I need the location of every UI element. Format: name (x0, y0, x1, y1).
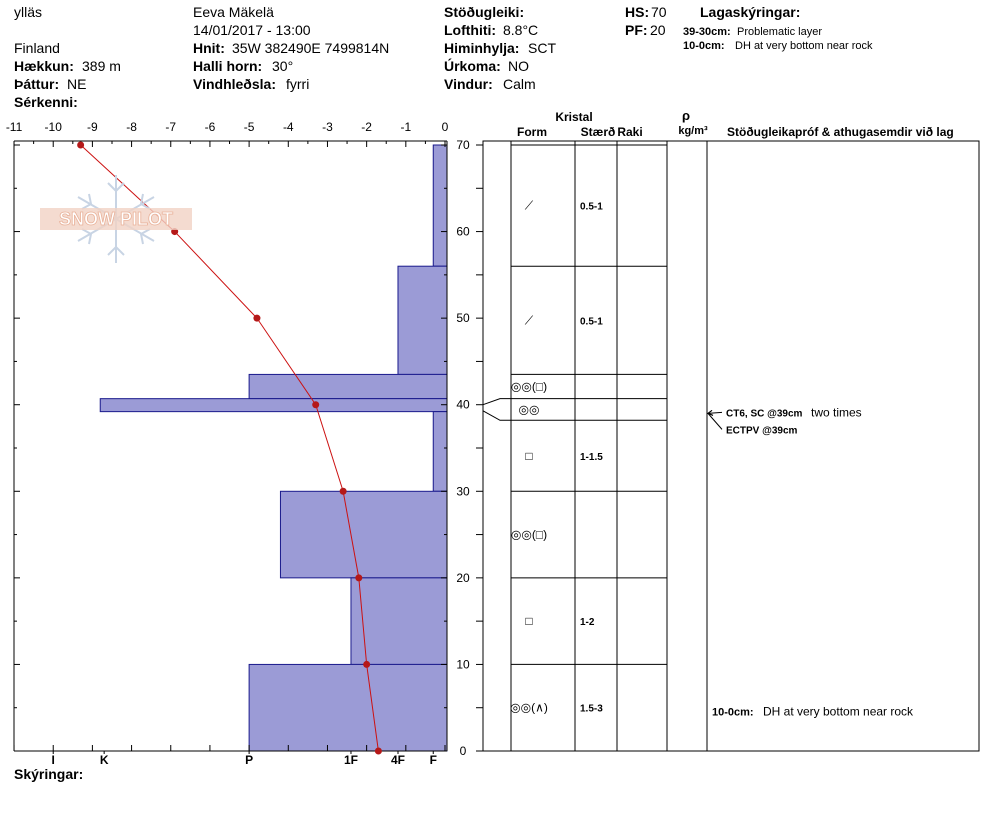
grain-size: 1-1.5 (580, 451, 603, 463)
height-tick-label: 60 (456, 224, 470, 239)
height-tick-label: 70 (456, 138, 470, 152)
aspect-label: Þáttur: (14, 76, 60, 92)
grain-size: 0.5-1 (580, 316, 603, 328)
grain-size: 0.5-1 (580, 201, 603, 213)
height-tick-label: 40 (456, 397, 470, 412)
temperature-point (253, 315, 260, 322)
layer-table-frame (483, 141, 979, 751)
grain-form: ⟋ (524, 313, 534, 328)
layer-note-depth: 10-0cm: (683, 40, 725, 52)
observer: Eeva Mäkelä (193, 4, 274, 20)
temperature-tick-label: -2 (361, 120, 372, 134)
crystal-header: Kristal (555, 110, 593, 124)
form-header: Form (517, 125, 547, 139)
grain-form: ◎◎(∧) (510, 700, 548, 715)
grain-size: 1-2 (580, 617, 595, 629)
elevation-label: Hækkun: (14, 58, 74, 74)
density-unit-header: kg/m³ (678, 125, 708, 137)
stability-test-note: two times (811, 405, 862, 420)
pf-label: PF: (625, 22, 648, 38)
grain-form: ◎◎(□) (510, 527, 548, 542)
height-tick-label: 50 (456, 311, 470, 326)
hardness-label: I (51, 753, 55, 767)
temperature-point (355, 574, 362, 581)
hardness-label: K (99, 753, 109, 767)
hardness-bar (433, 412, 447, 492)
coords-value: 35W 382490E 7499814N (232, 40, 390, 56)
grain-form: ◎◎(□) (510, 379, 548, 394)
temperature-tick-label: -11 (5, 120, 23, 134)
stability-test: CT6, SC @39cm (726, 408, 803, 420)
hardness-label: 4F (390, 753, 405, 767)
sky-value: SCT (528, 40, 556, 56)
location: ylläs (14, 4, 43, 20)
comments-label: Skýringar: (14, 766, 84, 782)
stability-test: ECTPV @39cm (726, 425, 798, 437)
grain-size: 1.5-3 (580, 703, 603, 715)
wind-loading-label: Vindhleðsla: (193, 76, 276, 92)
sky-label: Himinhylja: (444, 40, 520, 56)
hardness-bar (280, 491, 447, 578)
hs-value: 70 (651, 4, 667, 20)
temperature-tick-label: -6 (204, 120, 216, 134)
temperature-tick-label: -4 (282, 120, 294, 134)
test-arrow (708, 413, 722, 429)
test-arrow (708, 412, 722, 413)
hardness-bar (249, 664, 447, 751)
height-tick-label: 30 (456, 484, 470, 499)
temperature-tick-label: -7 (165, 120, 177, 134)
wind-loading-value: fyrri (286, 76, 310, 92)
precip-label: Úrkoma: (444, 58, 501, 74)
temperature-tick-label: -9 (87, 120, 98, 134)
hardness-label: 1F (343, 753, 358, 767)
temperature-tick-label: -1 (400, 120, 412, 134)
stability-label: Stöðugleiki: (444, 4, 525, 20)
snowpilot-logo (38, 172, 194, 266)
rho-header: ρ (681, 108, 691, 123)
temperature-tick-label: -8 (126, 120, 137, 134)
coords-label: Hnit: (193, 40, 225, 56)
pf-value: 20 (650, 22, 666, 38)
slope-value: 30° (272, 58, 294, 74)
layer-connector (483, 411, 511, 421)
height-tick-label: 0 (459, 744, 467, 758)
wind-value: Calm (503, 76, 536, 92)
grain-form: ⟋ (524, 198, 534, 213)
temperature-point (340, 488, 347, 495)
layer-note-depth: 39-30cm: (683, 26, 731, 38)
moisture-header: Raki (617, 125, 643, 139)
slope-label: Halli horn: (193, 58, 263, 74)
height-tick-label: 20 (456, 570, 470, 585)
layer-note-text: DH at very bottom near rock (735, 40, 873, 52)
size-header: Stærð (580, 125, 616, 139)
temperature-tick-label: 0 (441, 120, 449, 134)
temperature-tick-label: -10 (44, 120, 62, 134)
air-temp-label: Lofthiti: (444, 22, 497, 38)
datetime: 14/01/2017 - 13:00 (193, 22, 311, 38)
hs-label: HS: (625, 4, 650, 20)
grain-form: ◎◎ (518, 402, 540, 417)
layer-note-text: Problematic layer (737, 26, 822, 38)
grain-form: □ (525, 448, 533, 463)
layer-connector (483, 399, 511, 405)
layer-comment-text: DH at very bottom near rock (763, 704, 914, 719)
temperature-tick-label: -5 (243, 120, 255, 134)
grain-form: □ (525, 614, 533, 629)
height-tick-label: 10 (456, 657, 470, 672)
hardness-label: P (245, 753, 254, 767)
watermark-text: SNOW PILOT (59, 209, 173, 229)
hardness-bar (398, 266, 447, 374)
temperature-point (77, 142, 84, 149)
aspect-value: NE (67, 76, 87, 92)
temperature-tick-label: -3 (322, 120, 333, 134)
wind-label: Vindur: (444, 76, 493, 92)
country: Finland (14, 40, 60, 56)
layer-notes-label: Lagaskýringar: (700, 4, 801, 20)
hardness-bar (100, 399, 447, 412)
features-label: Sérkenni: (14, 94, 78, 110)
temperature-point (312, 401, 319, 408)
temperature-point (363, 661, 370, 668)
layer-comment-depth: 10-0cm: (712, 706, 754, 719)
hardness-bar (249, 374, 447, 398)
elevation-value: 389 m (82, 58, 121, 74)
hardness-bar (433, 145, 447, 266)
stability-header: Stöðugleikapróf & athugasemdir við lag (727, 125, 954, 139)
precip-value: NO (508, 58, 529, 74)
temperature-point (375, 748, 382, 755)
hardness-label: F (429, 753, 437, 767)
air-temp-value: 8.8°C (503, 22, 539, 38)
